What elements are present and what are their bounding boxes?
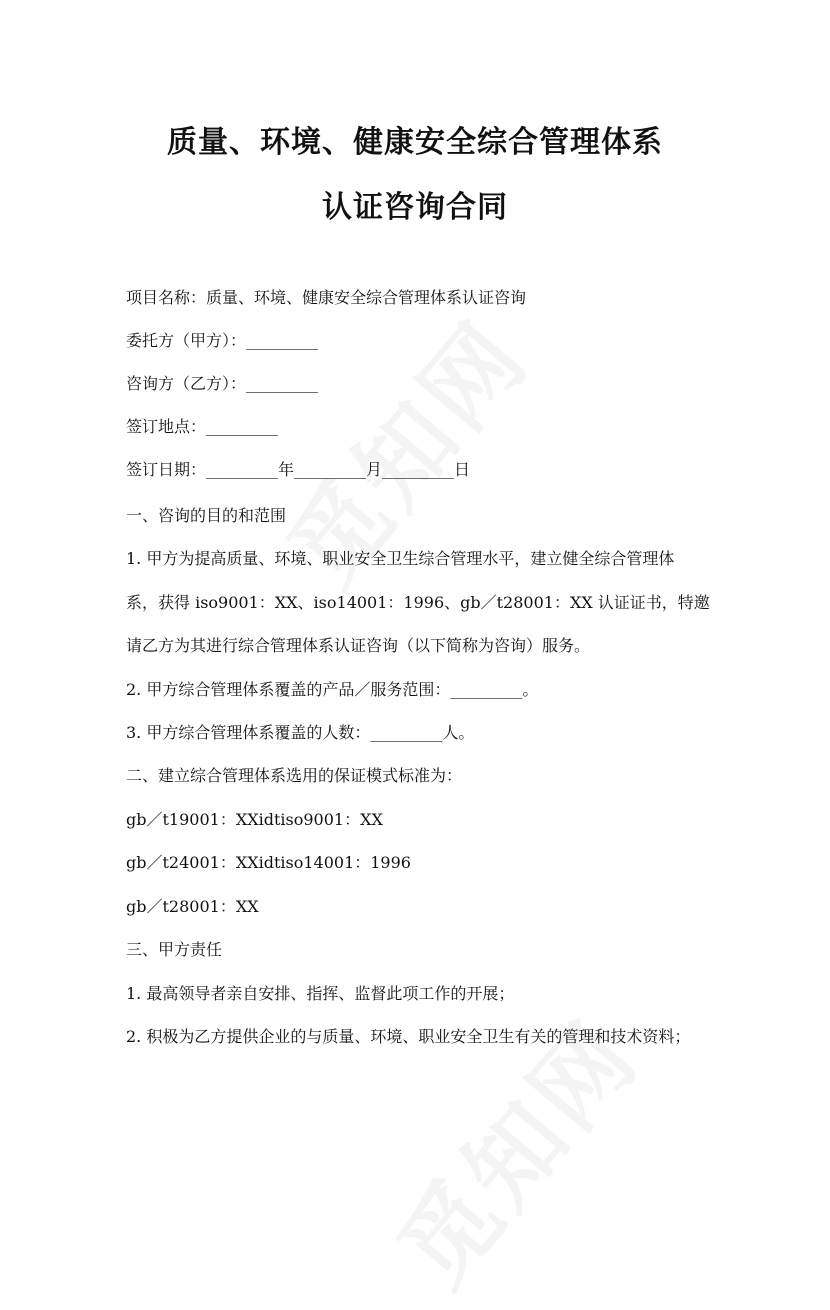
- paragraph-line: 1. 最高领导者亲自安排、指挥、监督此项工作的开展；: [126, 984, 515, 1003]
- paragraph-line: 系，获得 iso9001：XX、iso14001：1996、gb／t28001：XX 认证证书，特邀: [126, 593, 710, 612]
- section-heading: 三、甲方责任: [126, 940, 223, 959]
- paragraph-line: 2. 积极为乙方提供企业的与质量、环境、职业安全卫生有关的管理和技术资料；: [126, 1027, 691, 1046]
- paragraph-line: 3. 甲方综合管理体系覆盖的人数：_________人。: [126, 723, 475, 742]
- standard-line: gb／t24001：XXidtiso14001：1996: [126, 853, 411, 872]
- standard-line: gb／t28001：XX: [126, 897, 259, 916]
- paragraph-line: 1. 甲方为提高质量、环境、职业安全卫生综合管理水平，建立健全综合管理体: [126, 549, 675, 568]
- document-subtitle: 认证咨询合同: [322, 190, 508, 225]
- signing-date: 签订日期：_________年_________月_________日: [126, 460, 471, 479]
- signing-place: 签订地点：_________: [126, 417, 279, 436]
- section-heading: 二、建立综合管理体系选用的保证模式标准为：: [126, 766, 463, 785]
- section-heading: 一、咨询的目的和范围: [126, 506, 287, 525]
- paragraph-line: 请乙方为其进行综合管理体系认证咨询（以下简称为咨询）服务。: [126, 636, 591, 655]
- standard-line: gb／t19001：XXidtiso9001：XX: [126, 810, 383, 829]
- document-title: 质量、环境、健康安全综合管理体系: [167, 125, 663, 160]
- project-name: 项目名称：质量、环境、健康安全综合管理体系认证咨询: [126, 288, 527, 307]
- consultant-party: 咨询方（乙方）：_________: [126, 374, 319, 393]
- client-party: 委托方（甲方）：_________: [126, 331, 319, 350]
- paragraph-line: 2. 甲方综合管理体系覆盖的产品／服务范围：_________。: [126, 680, 539, 699]
